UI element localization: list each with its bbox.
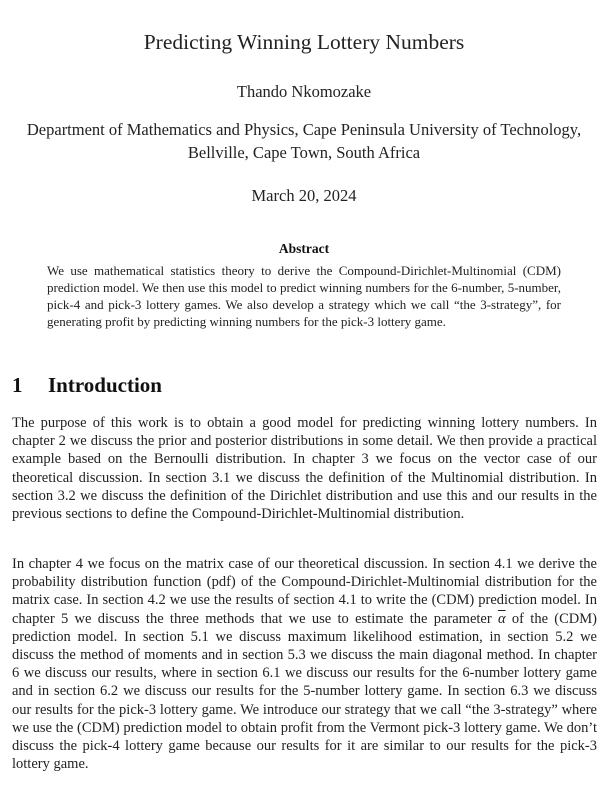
author-affiliation: Department of Mathematics and Physics, Cape Peninsula University of Technology, Bellville, Cape Town, South Africa — [26, 120, 582, 162]
paper-date: March 20, 2024 — [251, 186, 357, 205]
author-name: Thando Nkomozake — [236, 82, 372, 101]
abstract-heading: Abstract — [278, 241, 330, 256]
section-number: 1 — [12, 373, 23, 397]
section-title: Introduction — [48, 373, 162, 397]
intro-paragraph-2-part-a: In chapter 4 we focus on the matrix case of our theoretical discussion. In section 4.1 we derive the probability distribution function (pdf) of the Compound-Dirichlet-Multinomial distribution for the matrix case. In section 4.2 we use the results of section 4.1 to write the (CDM) prediction model. In chapter 5 we discuss the three methods that we use to estimate the parameter — [12, 556, 597, 627]
intro-paragraph-1: The purpose of this work is to obtain a good model for predicting winning lottery numbers. In chapter 2 we discuss the prior and posterior distributions in some detail. We then provide a practical example based on the Bernoulli distribution. In chapter 3 we focus on the vector case of our theoretical discussion. In section 3.1 we discuss the definition of the Multinomial distribution. In section 3.2 we discuss the definition of the Dirichlet distribution and use this and our results in the previous sections to define the Compound-Dirichlet-Multinomial distribution. — [12, 415, 597, 523]
paper-title: Predicting Winning Lottery Numbers — [143, 30, 465, 54]
intro-paragraph-2 — [12, 555, 597, 773]
intro-paragraph-2-part-b: of the (CDM) prediction model. In section 5.1 we discuss maximum likelihood estimation, in section 5.2 we discuss the method of moments and in section 5.3 we discuss the main diagonal method. In chapter 6 we discuss our results, where in section 6.1 we discuss our results for the 6-number lottery game and in section 6.2 we discuss our results for the 5-number lottery game. In section 6.3 we discuss our results for the pick-3 lottery game. We introduce our strategy that we call “the 3-strategy” where we use the (CDM) prediction model to obtain profit from the Vermont pick-3 lottery game. We don’t discuss the pick-4 lottery game because our results for it are similar to our results for the pick-3 lottery game. — [12, 610, 598, 773]
alpha-symbol: $\overline{\alpha}$ — [497, 610, 506, 627]
section-heading — [12, 373, 162, 398]
abstract-text: We use mathematical statistics theory to derive the Compound-Dirichlet-Multinomial (CDM) prediction model. We then use this model to predict winning numbers for the 6-number, 5-number, pick-4 and pick-3 lottery games. We also develop a strategy which we call “the 3-strategy”, for generating profit by predicting winning numbers for the pick-3 lottery game. — [47, 263, 561, 330]
